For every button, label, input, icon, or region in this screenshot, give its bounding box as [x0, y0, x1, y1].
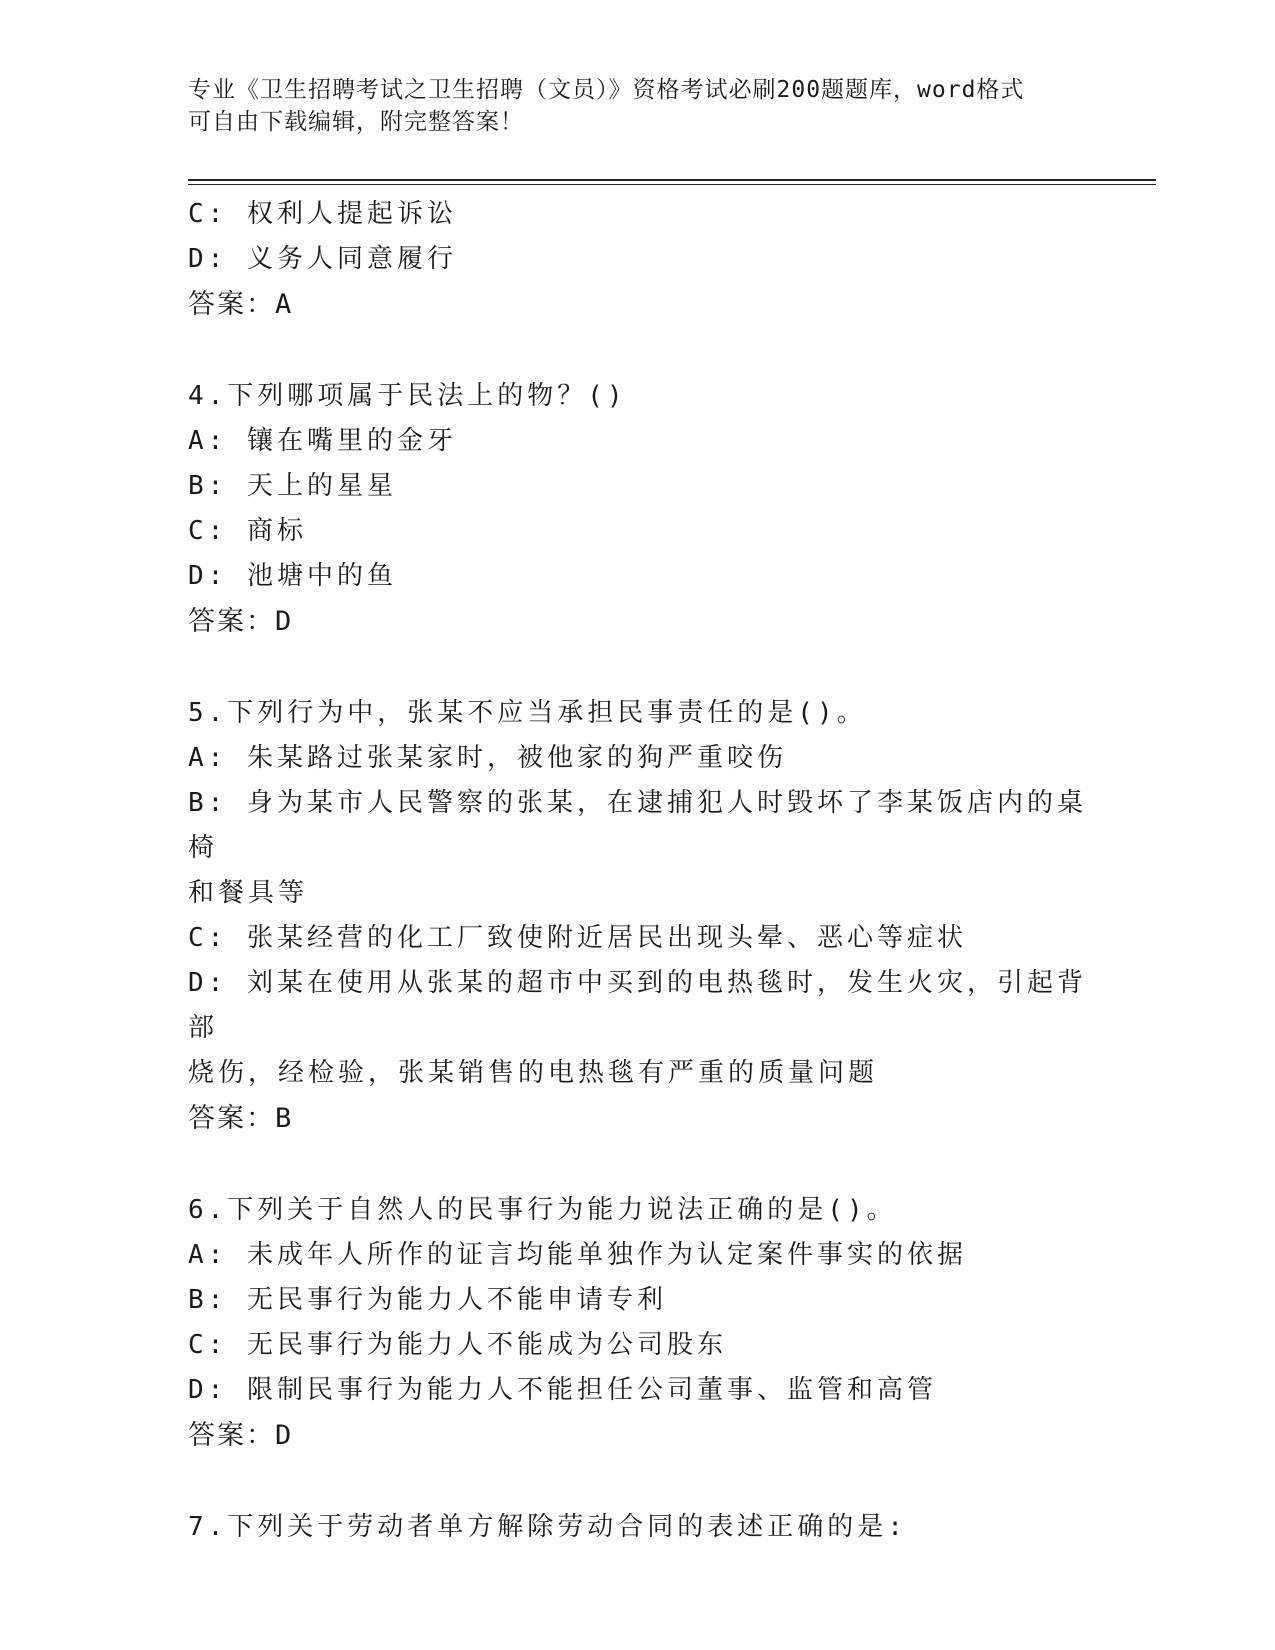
header-line-1: 专业《卫生招聘考试之卫生招聘（文员）》资格考试必刷200题题库，word格式: [188, 77, 1025, 103]
q5-question: 5.下列行为中，张某不应当承担民事责任的是()。: [188, 698, 867, 728]
answer-label: 答案：: [188, 606, 275, 637]
q4-option-c: C: 商标: [188, 516, 307, 546]
q6-answer-value: D: [275, 1420, 292, 1451]
question-4-block: [188, 374, 1088, 644]
answer-label: 答案：: [188, 289, 275, 320]
q7-question: 7.下列关于劳动者单方解除劳动合同的表述正确的是:: [188, 1512, 907, 1542]
question-7-block: [188, 1505, 1088, 1550]
q6-question: 6.下列关于自然人的民事行为能力说法正确的是()。: [188, 1195, 897, 1225]
q5-answer: [188, 1096, 1088, 1141]
q5-option-d-line-2: 烧伤，经检验，张某销售的电热毯有严重的质量问题: [188, 1058, 879, 1088]
q5-option-d-line-1: D: 刘某在使用从张某的超市中买到的电热毯时，发生火灾，引起背部: [188, 968, 1087, 1043]
q3-option-d: D: 义务人同意履行: [188, 244, 457, 274]
q4-option-d: D: 池塘中的鱼: [188, 561, 397, 591]
header-rule-thin: [188, 184, 1156, 185]
q5-option-b-line-2: 和餐具等: [188, 878, 309, 908]
q4-answer: [188, 599, 1088, 644]
q6-answer: [188, 1413, 1088, 1458]
q5-option-a: A: 朱某路过张某家时，被他家的狗严重咬伤: [188, 743, 787, 773]
q3-option-c: C: 权利人提起诉讼: [188, 199, 457, 229]
question-6-block: [188, 1188, 1088, 1458]
q3-answer-value: A: [275, 289, 292, 320]
q3-answer: [188, 282, 1088, 327]
q4-option-a: A: 镶在嘴里的金牙: [188, 426, 457, 456]
q5-answer-value: B: [275, 1103, 292, 1134]
q6-option-a: A: 未成年人所作的证言均能单独作为认定案件事实的依据: [188, 1240, 967, 1270]
q6-option-b: B: 无民事行为能力人不能申请专利: [188, 1285, 667, 1315]
answer-label: 答案：: [188, 1103, 275, 1134]
header-line-2: 可自由下载编辑，附完整答案！: [188, 109, 524, 135]
header-rule-thick: [188, 179, 1156, 181]
q4-option-b: B: 天上的星星: [188, 471, 397, 501]
question-list: [188, 192, 1088, 1550]
q4-question: 4.下列哪项属于民法上的物？(): [188, 381, 627, 411]
q5-option-c: C: 张某经营的化工厂致使附近居民出现头晕、恶心等症状: [188, 923, 967, 953]
q4-answer-value: D: [275, 606, 292, 637]
q6-option-c: C: 无民事行为能力人不能成为公司股东: [188, 1330, 727, 1360]
document-header: [188, 74, 1068, 138]
answer-label: 答案：: [188, 1420, 275, 1451]
q6-option-d: D: 限制民事行为能力人不能担任公司董事、监管和高管: [188, 1375, 937, 1405]
question-3-block: [188, 192, 1088, 327]
q5-option-b-line-1: B: 身为某市人民警察的张某，在逮捕犯人时毁坏了李某饭店内的桌椅: [188, 788, 1087, 863]
question-5-block: [188, 691, 1088, 1141]
